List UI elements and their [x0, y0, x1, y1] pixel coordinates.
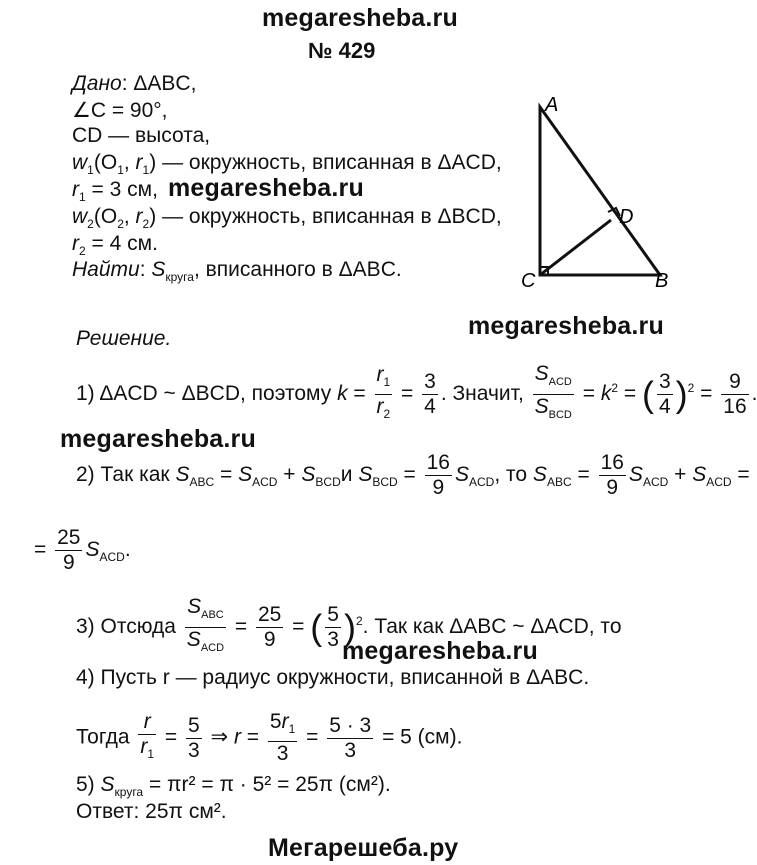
answer: Ответ: 25π см².	[76, 800, 227, 823]
step3-prefix: 3) Отсюда	[76, 615, 176, 639]
find-line: Найти: $S_{круга}$, вписанного в ΔABC.	[72, 258, 402, 285]
step1-mid: . Значит,	[440, 382, 524, 406]
problem-number: № 429	[308, 38, 376, 63]
step-5: 5) $S_{круга} = \pi r^2 = \pi \cdot 5^2 = 25\pi$ (см²).	[76, 773, 391, 800]
step1-prefix: 1) ΔACD ~ ΔBCD, поэтому	[76, 382, 332, 406]
solution-heading: Решение.	[76, 327, 172, 350]
label-c: C	[521, 270, 536, 292]
then-line: Тогда $\frac{r}{r_1}$ = $\frac{5}{3}$ ⇒ r = $\frac{5r_1}{3}$ = $\frac{5 \cdot 3}{3}$ = 5 (см).	[76, 710, 463, 766]
label-d: D	[619, 206, 634, 228]
then-result: = 5 (см).	[382, 725, 463, 749]
watermark-top: megaresheba.ru	[262, 4, 458, 32]
watermark: megaresheba.ru	[60, 425, 256, 453]
step-1: 1) ΔACD ~ ΔBCD, поэтому k = $\frac{r_1}{r_2}$ = $\frac{3}{4}$ . Значит, $\frac{S_{ACD}}{S_{BCD}}$ = $k^2$ = ( $\frac{3}{4}$ )$^2$ = $\frac{9}{16}$ .	[76, 362, 757, 427]
step3-suffix: . Так как ΔABC ~ ΔACD, то	[362, 615, 622, 639]
given-r1-value: = 3 см,	[91, 178, 158, 201]
given-label: Дано	[72, 72, 122, 95]
frac-9-16: $\frac{9}{16}$	[723, 370, 747, 419]
frac-5-3-t: $\frac{5}{3}$	[187, 713, 200, 762]
frac-5-3: $\frac{5}{3}$	[327, 603, 339, 652]
given-line-1: Дано: ΔABC,	[72, 72, 197, 95]
find-label: Найти	[72, 258, 140, 281]
watermark: megaresheba.ru	[342, 637, 538, 665]
frac-3-4: $\frac{3}{4}$	[424, 370, 436, 419]
triangle-abc	[540, 107, 660, 275]
given-r1: $r_1 = 3$ см,	[72, 178, 158, 205]
given-circle1-text: — окружность, вписанная в ΔACD,	[162, 151, 502, 174]
frac-53-3: $\frac{5 \cdot 3}{3}$	[329, 713, 372, 762]
watermark-bottom: Мегарешеба.ру	[268, 834, 459, 862]
watermark: megaresheba.ru	[468, 312, 664, 340]
given-circle2: $w_2(O_2$, $r_2$) — окружность, вписанная в ΔBCD,	[72, 205, 502, 232]
watermark: megaresheba.ru	[168, 174, 364, 202]
frac-r-r1: $\frac{r}{r_1}$	[140, 710, 155, 762]
label-a: A	[545, 94, 559, 116]
step-3: 3) Отсюда $\frac{S_{ABC}}{S_{ACD}}$ = $\frac{25}{9}$ = ( $\frac{5}{3}$ )$^2$. Так как ΔABC ~ ΔACD, то	[76, 595, 622, 660]
given-angle: ∠C = 90°,	[72, 99, 168, 122]
given-r2: $r_2 = 4$ см.	[72, 232, 158, 259]
label-b: B	[655, 270, 669, 292]
given-circle1: $w_1(O_1$, $r_1$) — окружность, вписанная в ΔACD,	[72, 151, 502, 178]
given-triangle: ΔABC,	[133, 72, 197, 95]
frac-5r1-3: $\frac{5r_1}{3}$	[269, 710, 296, 766]
given-r2-value: = 4 см.	[91, 232, 158, 255]
find-text: , вписанного в ΔABC.	[193, 258, 402, 281]
frac-16-9: $\frac{16}{9}$	[426, 451, 450, 499]
frac-sacd-sbcd: $\frac{S_{ACD}}{S_{BCD}}$	[534, 362, 572, 422]
frac-r1-r2: $\frac{r_1}{r_2}$	[376, 363, 391, 422]
step5-text: = πr² = π · 5² = 25π (см²).	[148, 773, 391, 796]
step-2: 2) Так как $S_{ABC} = S_{ACD} + S_{BCD}и$ $S_{BCD}$ = $\frac{16}{9}$ $S_{ACD}$, то $S_{ABC}$ = $\frac{16}{9}$ $S_{ACD} + S_{ACD}$ =	[76, 451, 750, 499]
step2-prefix: 2) Так как	[76, 463, 170, 487]
frac-16-9b: $\frac{16}{9}$	[600, 451, 624, 499]
frac-3-4-sq: $\frac{3}{4}$	[658, 370, 671, 419]
triangle-figure	[515, 95, 690, 295]
given-circle2-text: — окружность, вписанная в ΔBCD,	[162, 205, 502, 228]
step-4: 4) Пусть r — радиус окружности, вписанной в ΔABC.	[76, 666, 590, 689]
frac-25-9: $\frac{25}{9}$	[57, 526, 81, 574]
frac-25-9-s3: $\frac{25}{9}$	[257, 603, 282, 652]
given-height: CD — высота,	[72, 124, 211, 147]
frac-sabc-sacd: $\frac{S_{ABC}}{S_{ACD}}$	[186, 595, 225, 655]
step-2-cont: = $\frac{25}{9}$ $S_{ACD}$.	[34, 526, 131, 574]
then-prefix: Тогда	[76, 725, 130, 749]
height-cd	[540, 220, 611, 275]
